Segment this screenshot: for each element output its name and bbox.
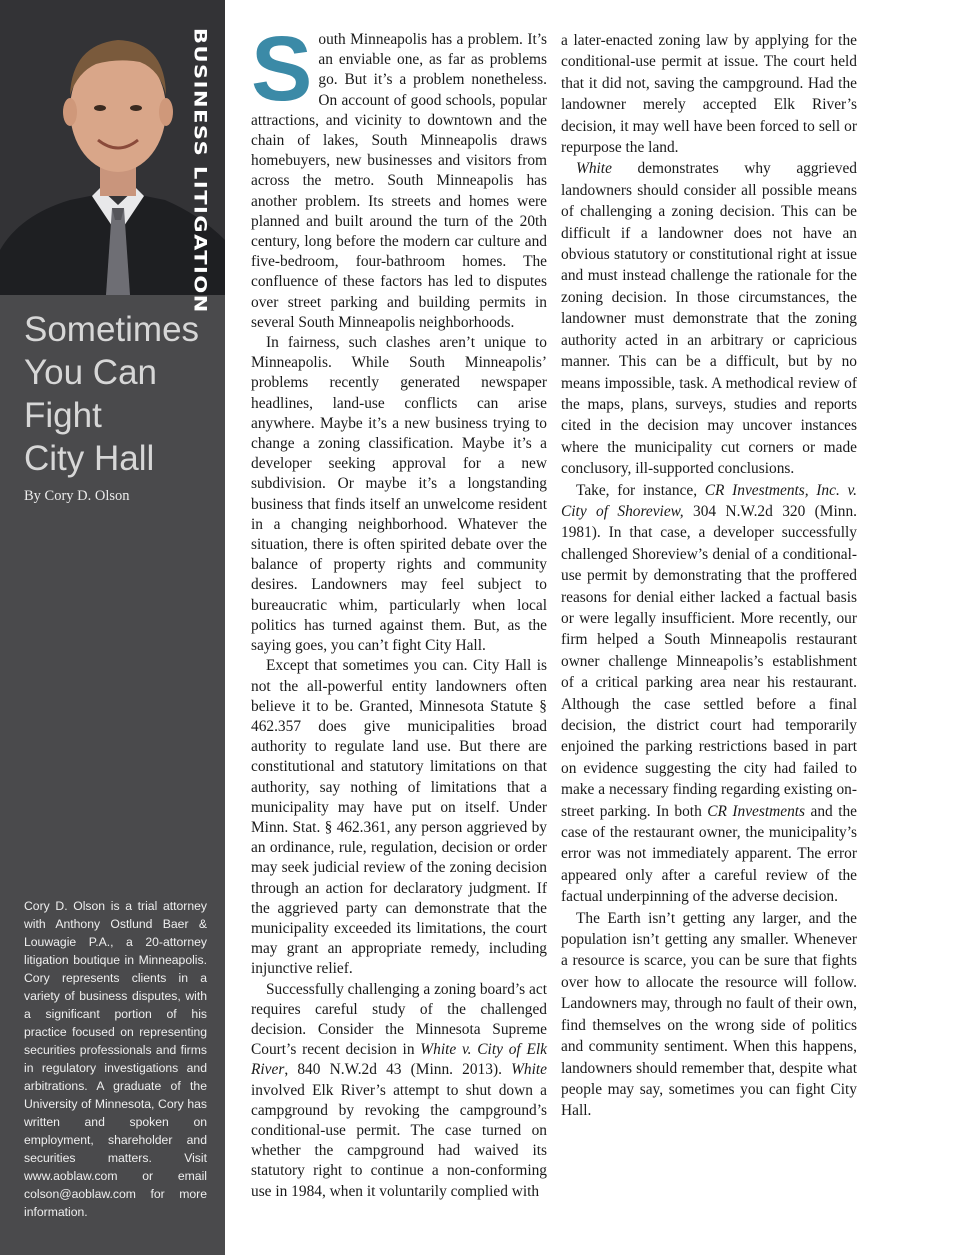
headline-line-2: You Can — [24, 353, 157, 392]
paragraph-7: The Earth isn’t getting any larger, and the population isn’t getting any smaller. Whenever a resource is scarce, you can be sure that fights over how to allocate the resource will follow. Landowners may, through no fault of their own, find themselves on the wrong side of politics and community sentiment. When this happens, landowners should remember that, despite what people may say, sometimes you can fight City Hall. — [561, 909, 857, 1120]
paragraph-4-text-c: involved Elk River’s attempt to shut down a campground by revoking the campground’s conditional-use permit. The case turned on whether the campground had waived its statutory right to continue a non-conforming use in 1984, when it voluntarily complied with — [251, 1081, 547, 1200]
paragraph-5-text: demonstrates why aggrieved landowners should consider all possible means of challenging a zoning decision. This can be difficult if a landowner does not have an obvious statutory or constitutional right at issue and must instead challenge the rationale for the zoning decision. In those circumstances, the landowner must demonstrate that the zoning authority acted in an arbitrary or capricious manner. This can be a difficult, but by no means impossible, task. A methodical review of the maps, plans, surveys, studies and reports cited in the decision may uncover instances where the municipality cut corners or made conclusory, ill-supported conclusions. — [561, 160, 857, 478]
paragraph-3: Except that sometimes you can. City Hall is not the all-powerful entity landowners often believe it to be. Granted, Minnesota Statute § 462.357 does give municipalities broad authority to regulate land use. But there are constitutional and statutory limitations on that authority, say nothing of limitations that a municipality may have put on itself. Under Minn. Stat. § 462.361, any person aggrieved by an ordinance, rule, regulation, decision or order may seek judicial review of the zoning decision through an action for declaratory judgment. If the aggrieved party can demonstrate that the municipality exceeded its limitations, the court may grant an appropriate remedy, including injunctive relief. — [251, 657, 547, 978]
paragraph-6 — [561, 480, 857, 908]
paragraph-4 — [251, 980, 547, 1202]
case-citation: CR Investments — [707, 802, 806, 820]
headline-line-1: Sometimes — [24, 310, 200, 349]
drop-cap: S — [251, 18, 313, 120]
paragraph-6-text: 304 N.W.2d 320 (Minn. 1981). In that case, a developer successfully challenged Shoreview’s denial of a conditional-use permit by demonstrating that the proffered reasons for denial either lacked a factual basis or were legally insufficient. More recently, our firm helped a South Minneapolis restaurant owner challenge Minneapolis’s establishment of a critical parking area near his restaurant. Although the case settled before a final decision, the district court had temporarily enjoined the parking restrictions based in part on evidence suggesting the city had failed to make a necessary finding regarding existing on-street parking. In both — [561, 502, 857, 820]
byline: By Cory D. Olson — [24, 488, 130, 504]
section-label: BUSINESS LITIGATION — [190, 28, 210, 314]
paragraph-6-text: and the case of the restaurant owner, the municipality’s error was not immediately apparent. The error appeared only after a careful review of the factual underpinning of the adverse decision. — [561, 802, 858, 906]
case-citation: White — [576, 160, 612, 178]
sidebar — [0, 0, 225, 1255]
paragraph-4-text-b: , 840 N.W.2d 43 (Minn. 2013). — [284, 1061, 512, 1079]
author-bio: Cory D. Olson is a trial attorney with Anthony Ostlund Baer & Louwagie P.A., a 20-attorney litigation boutique in Minneapolis. Cory represents clients in a variety of business disputes, with a significant portion of his practice focused on representing securities professionals and firms in regulatory investigations and arbitrations. A graduate of the University of Minnesota, Cory has written and spoken on employment, shareholder and securities matters. Visit www.aoblaw.com or email colson@aoblaw.com for more information. — [24, 899, 207, 1219]
article-column-1 — [251, 18, 547, 1202]
article-column-2 — [561, 30, 857, 1122]
case-citation: CR Investments, Inc. v. City of Shoreview, — [561, 481, 858, 520]
paragraph-1-text: outh Minneapolis has a problem. It’s an enviable one, as far as problems go. But it’s a problem nonetheless. On account of good schools, popular attractions, and vicinity to downtown and the chain of lakes, South Minneapolis draws homebuyers, new businesses and visitors from across the metro. South Minneapolis has another problem. Its streets and homes were planned and built around the turn of the 20th century, long before the modern car culture and five-bedroom, four-bathroom homes. The confluence of these factors has led to disputes over street parking and building permits in several South Minneapolis neighborhoods. — [251, 31, 547, 331]
paragraph-6-text: Take, for instance, — [576, 481, 705, 499]
paragraph-4-continued: a later-enacted zoning law by applying for the conditional-use permit at issue. The court held that it did not, saving the campground. Had the landowner merely accepted Elk River’s decision, it may well have been forced to sell or repurpose the land. — [561, 32, 857, 157]
article-headline — [24, 308, 219, 480]
case-citation: White v. City of Elk River — [251, 1041, 547, 1079]
paragraph-1 — [251, 18, 547, 333]
paragraph-5 — [561, 158, 857, 479]
headline-line-3: Fight — [24, 396, 102, 435]
paragraph-4-text-a: Successfully challenging a zoning board’s act requires careful study of the challenged decision. Consider the Minnesota Supreme Court’s recent decision in — [251, 980, 547, 1059]
headline-line-4: City Hall — [24, 439, 155, 478]
paragraph-2: In fairness, such clashes aren’t unique to Minneapolis. While South Minneapolis’ problems recently generated newspaper headlines, land-use conflicts can arise anywhere. Maybe it’s a new business trying to change a zoning classification. Maybe it’s a developer seeking approval for a new subdivision. Or maybe it’s a longstanding business that finds itself an unwelcome resident in a changing neighborhood. Whatever the situation, there is often spirited debate over the balance of property rights and community desires. Landowners may feel subject to bureaucratic whim, particularly when local politics has turned against them. But, as the saying goes, you can’t fight City Hall. — [251, 334, 547, 655]
case-citation: White — [511, 1061, 547, 1079]
